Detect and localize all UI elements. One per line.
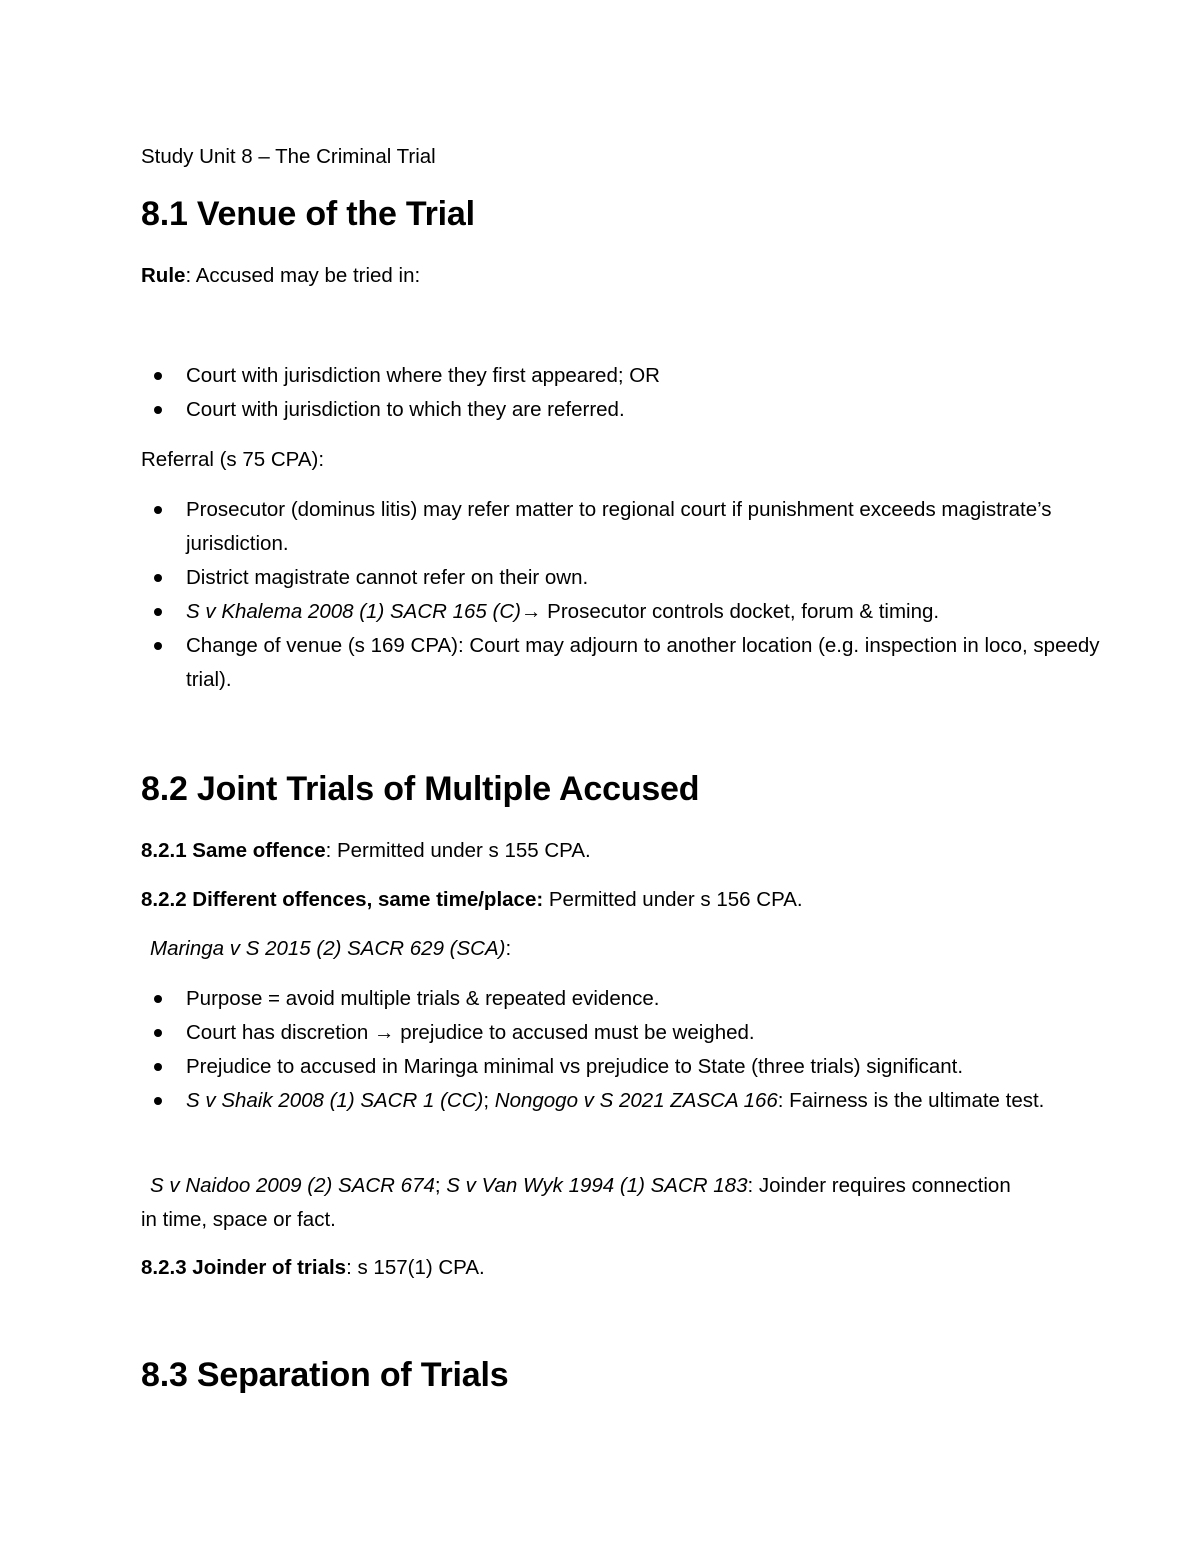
separator: ; [483, 1089, 495, 1112]
bullet-icon [154, 642, 162, 650]
case-citation: S v Shaik 2008 (1) SACR 1 (CC) [186, 1089, 484, 1112]
heading-8-1: 8.1 Venue of the Trial [141, 195, 475, 233]
heading-8-2: 8.2 Joint Trials of Multiple Accused [141, 770, 700, 808]
document-title: Study Unit 8 – The Criminal Trial [141, 145, 436, 168]
bullet-icon [154, 995, 162, 1003]
list-item-text: Court with jurisdiction where they first appeared; OR [186, 364, 660, 387]
list-item [141, 1084, 1111, 1118]
list-item-text: Purpose = avoid multiple trials & repeated evidence. [186, 987, 660, 1010]
bullet-icon [154, 608, 162, 616]
paragraph-text: : Joinder requires connection in time, space or fact. [141, 1174, 1011, 1231]
bullet-icon [154, 574, 162, 582]
list-item [141, 595, 1111, 629]
list-item [141, 393, 1111, 427]
referral-list [141, 493, 1111, 697]
bullet-icon [154, 1097, 162, 1105]
heading-8-3: 8.3 Separation of Trials [141, 1356, 509, 1394]
bullet-icon [154, 372, 162, 380]
paragraph-8-2-2 [141, 883, 803, 917]
subsection-label: 8.2.1 Same offence [141, 839, 326, 862]
list-item [141, 982, 1111, 1016]
bullet-icon [154, 506, 162, 514]
list-item [141, 629, 1111, 697]
bullet-icon [154, 1029, 162, 1037]
separator: ; [434, 1174, 447, 1197]
rule-list [141, 359, 1111, 427]
case-citation: Maringa v S 2015 (2) SACR 629 (SCA) [150, 937, 506, 960]
paragraph-text: Permitted under s 156 CPA. [543, 888, 803, 911]
joinder-paragraph [141, 1169, 1011, 1237]
case-citation: Nongogo v S 2021 ZASCA 166 [494, 1089, 778, 1112]
maringa-paragraph [150, 932, 511, 966]
subsection-label: 8.2.3 Joinder of trials [141, 1256, 347, 1279]
bullet-icon [154, 1063, 162, 1071]
list-item [141, 1016, 1111, 1050]
paragraph-8-2-3 [141, 1251, 485, 1285]
list-item-text: District magistrate cannot refer on their own. [186, 566, 589, 589]
referral-paragraph: Referral (s 75 CPA): [141, 448, 325, 471]
subsection-label: 8.2.2 Different offences, same time/place: [141, 888, 544, 911]
list-item-text: Court with jurisdiction to which they are referred. [186, 398, 625, 421]
paragraph-text: : [505, 937, 512, 960]
bullet-icon [154, 406, 162, 414]
paragraph-text: : s 157(1) CPA. [346, 1256, 485, 1279]
list-item [141, 493, 1111, 561]
list-item-text: → Prosecutor controls docket, forum & timing. [520, 600, 940, 623]
list-item-text: Prosecutor (dominus litis) may refer matter to regional court if punishment exceeds magistrate’s jurisdiction. [186, 498, 1052, 555]
list-item [141, 359, 1111, 393]
rule-text: : Accused may be tried in: [185, 264, 421, 287]
rule-paragraph [141, 259, 420, 293]
case-citation: S v Van Wyk 1994 (1) SACR 183 [446, 1174, 748, 1197]
list-item [141, 561, 1111, 595]
list-item [141, 1050, 1111, 1084]
list-item-text: Change of venue (s 169 CPA): Court may adjourn to another location (e.g. inspection in loco, speedy trial). [186, 634, 1100, 691]
rule-label: Rule [141, 264, 186, 287]
case-citation: S v Khalema 2008 (1) SACR 165 (C) [186, 600, 521, 623]
paragraph-8-2-1 [141, 834, 591, 868]
case-citation: S v Naidoo 2009 (2) SACR 674 [150, 1174, 435, 1197]
maringa-list [141, 982, 1111, 1118]
list-item-text: Prejudice to accused in Maringa minimal vs prejudice to State (three trials) significant. [186, 1055, 964, 1078]
list-item-text: Court has discretion → prejudice to accused must be weighed. [186, 1021, 755, 1044]
paragraph-text: : Permitted under s 155 CPA. [325, 839, 591, 862]
list-item-text: : Fairness is the ultimate test. [777, 1089, 1045, 1112]
